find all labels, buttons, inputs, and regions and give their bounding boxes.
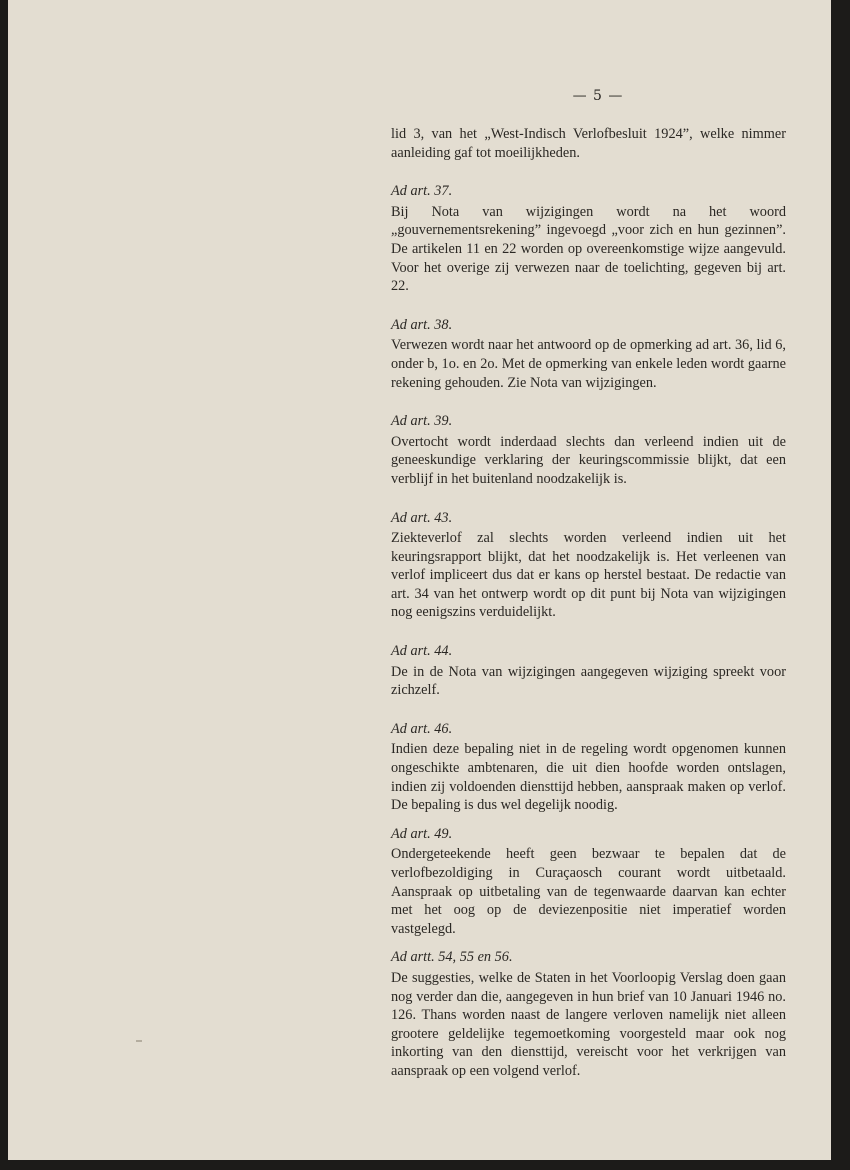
section-text: Verwezen wordt naar het antwoord op de opmerking ad art. 36, lid 6, onder b, 1o. en 2o. Met de opmerking van enkele leden wordt gaarne rekening gehouden. Zie Nota van wijzigingen. <box>391 337 786 391</box>
section-artt-54-55-56 <box>391 948 786 1080</box>
section-art-43 <box>391 509 786 623</box>
section-heading: Ad art. 43. <box>391 509 453 526</box>
section-heading: Ad art. 44. <box>391 643 453 660</box>
section-art-44 <box>391 642 786 700</box>
section-text: De in de Nota van wijzigingen aangegeven wijziging spreekt voor zichzelf. <box>391 663 786 699</box>
section-text: Ondergeteekende heeft geen bezwaar te bepalen dat de verlofbezoldiging in Curaçaosch courant wordt uitbetaald. Aanspraak op uitbetaling van de tegenwaarde daarvan kan echter met het oog op de deviezenpositie niet imperatief worden vastgelegd. <box>391 846 786 937</box>
section-heading: Ad art. 49. <box>391 825 453 842</box>
section-art-49 <box>391 825 786 939</box>
section-art-37 <box>391 182 786 296</box>
section-art-39 <box>391 412 786 488</box>
section-heading: Ad art. 46. <box>391 720 453 737</box>
section-text: Indien deze bepaling niet in de regeling wordt opgenomen kunnen ongeschikte ambtenaren, die uit dien hoofde worden ontslagen, indien zij voldoenden diensttijd hebben, aanspraak maken op verlof. De bepaling is dus wel degelijk noodig. <box>391 741 786 814</box>
page-number: — 5 — <box>572 88 624 104</box>
section-art-38 <box>391 316 786 392</box>
section-text: Overtocht wordt inderdaad slechts dan verleend indien uit de geneeskundige verklaring der keuringscommissie blijkt, dat een verblijf in het buitenland noodzakelijk is. <box>391 433 786 487</box>
margin-mark <box>136 1040 142 1042</box>
section-text: Bij Nota van wijzigingen wordt na het woord „gouvernementsrekening” ingevoegd „voor zich en hun gezinnen”. De artikelen 11 en 22 worden op overeenkomstige wijze aangevuld. Voor het overige zij verwezen naar de toelichting, gegeven bij art. 22. <box>391 203 786 295</box>
document-page <box>8 0 831 1160</box>
section-text: Ziekteverlof zal slechts worden verleend indien uit het keuringsrapport blijkt, dat het noodzakelijk is. Het verleenen van verlof impliceert dus dat er kans op herstel bestaat. De redactie van art. 34 van het ontwerp wordt op dit punt bij Nota van wijzigingen nog eenigszins verduidelijkt. <box>391 530 786 621</box>
section-heading: Ad art. 37. <box>391 183 453 200</box>
intro-paragraph: lid 3, van het „West-Indisch Verlofbesluit 1924”, welke nimmer aanleiding gaf tot moeilijkheden. <box>391 126 786 161</box>
section-heading: Ad artt. 54, 55 en 56. <box>391 949 513 966</box>
document-body <box>391 125 786 1081</box>
section-heading: Ad art. 39. <box>391 413 453 430</box>
section-text: De suggesties, welke de Staten in het Voorloopig Verslag doen gaan nog verder dan die, aangegeven in hun brief van 10 Januari 1946 no. 126. Thans worden naast de langere verloven namelijk niet alleen grootere geldelijke tegemoetkoming voorgesteld maar ook nog inkorting van den diensttijd, vereischt voor het verkrijgen van aanspraak op een volgend verlof. <box>391 969 786 1079</box>
section-heading: Ad art. 38. <box>391 316 453 333</box>
section-art-46 <box>391 720 786 815</box>
